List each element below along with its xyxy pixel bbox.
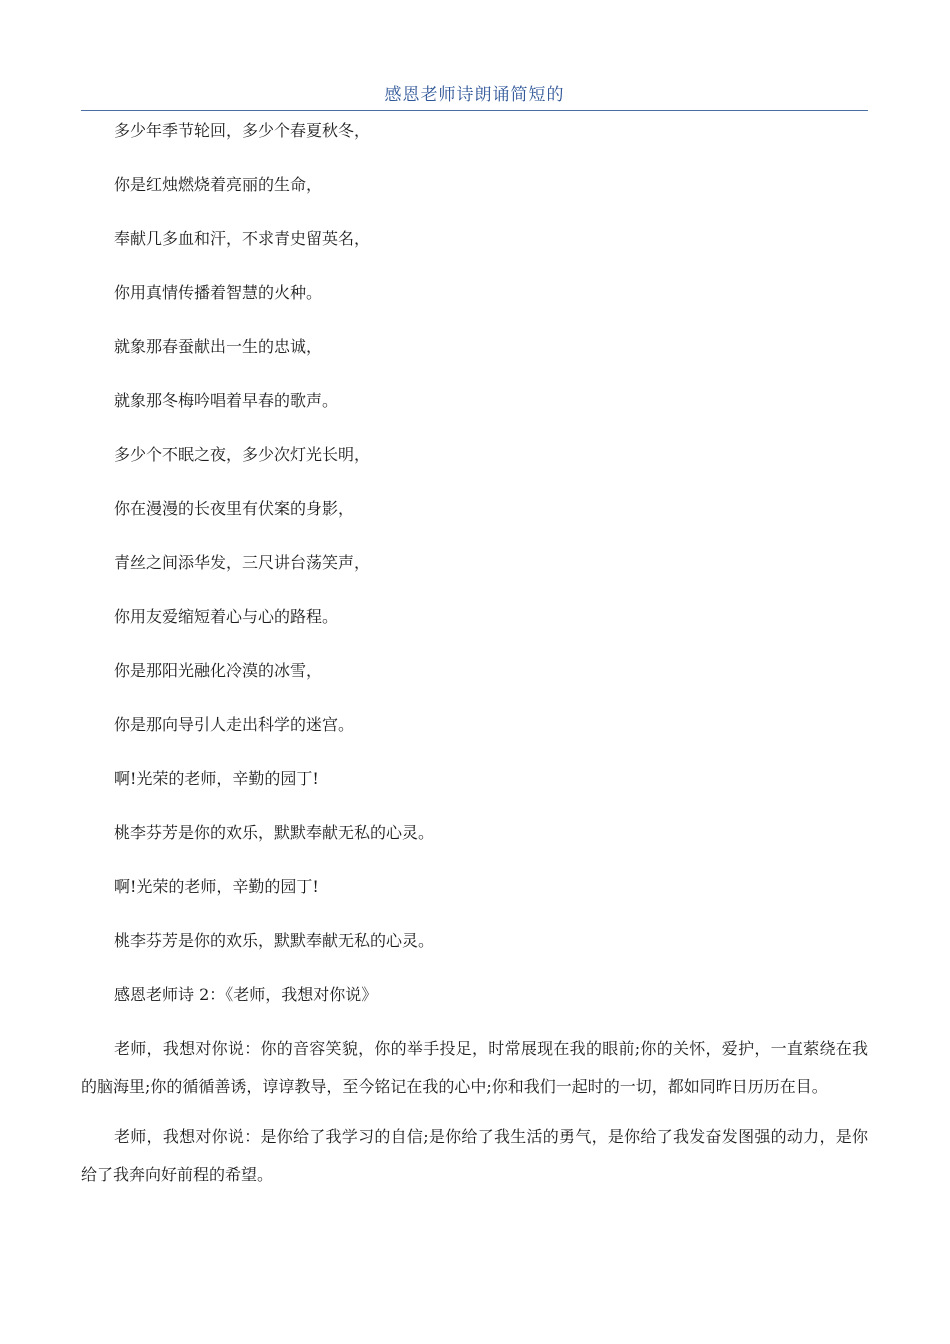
poem-line: 青丝之间添华发，三尺讲台荡笑声， (114, 553, 371, 572)
body-paragraph: 老师，我想对你说：你的音容笑貌，你的举手投足，时常展现在我的眼前;你的关怀，爱护，一直萦绕在我的脑海里;你的循循善诱，谆谆教导，至今铭记在我的心中;你和我们一起时的一切，都如同昨日历历在目。 (81, 1039, 868, 1096)
section-heading: 感恩老师诗 2：《老师，我想对你说》 (114, 985, 378, 1004)
poem-line: 多少个不眠之夜，多少次灯光长明， (114, 445, 371, 464)
poem-line: 奉献几多血和汗，不求青史留英名， (114, 229, 371, 248)
poem-line: 你是那阳光融化冷漠的冰雪， (114, 661, 323, 680)
poem-line: 你在漫漫的长夜里有伏案的身影， (114, 499, 355, 518)
document-body (81, 120, 868, 1194)
poem-line: 就象那冬梅吟唱着早春的歌声。 (114, 391, 339, 410)
poem-line: 就象那春蚕献出一生的忠诚， (114, 337, 323, 356)
poem-line: 桃李芬芳是你的欢乐，默默奉献无私的心灵。 (114, 823, 435, 842)
poem-line: 你是红烛燃烧着亮丽的生命， (114, 175, 323, 194)
poem-line: 啊!光荣的老师，辛勤的园丁! (114, 877, 319, 896)
poem-line: 你用友爱缩短着心与心的路程。 (114, 607, 339, 626)
poem-line: 啊!光荣的老师，辛勤的园丁! (114, 769, 319, 788)
poem-line: 你用真情传播着智慧的火种。 (114, 283, 323, 302)
page-header (81, 84, 868, 111)
poem-line: 桃李芬芳是你的欢乐，默默奉献无私的心灵。 (114, 931, 435, 950)
poem-line: 多少年季节轮回，多少个春夏秋冬， (114, 121, 371, 140)
page-title: 感恩老师诗朗诵简短的 (384, 85, 565, 105)
body-paragraph: 老师，我想对你说：是你给了我学习的自信;是你给了我生活的勇气，是你给了我发奋发图强的动力，是你给了我奔向好前程的希望。 (81, 1127, 868, 1184)
poem-line: 你是那向导引人走出科学的迷宫。 (114, 715, 355, 734)
